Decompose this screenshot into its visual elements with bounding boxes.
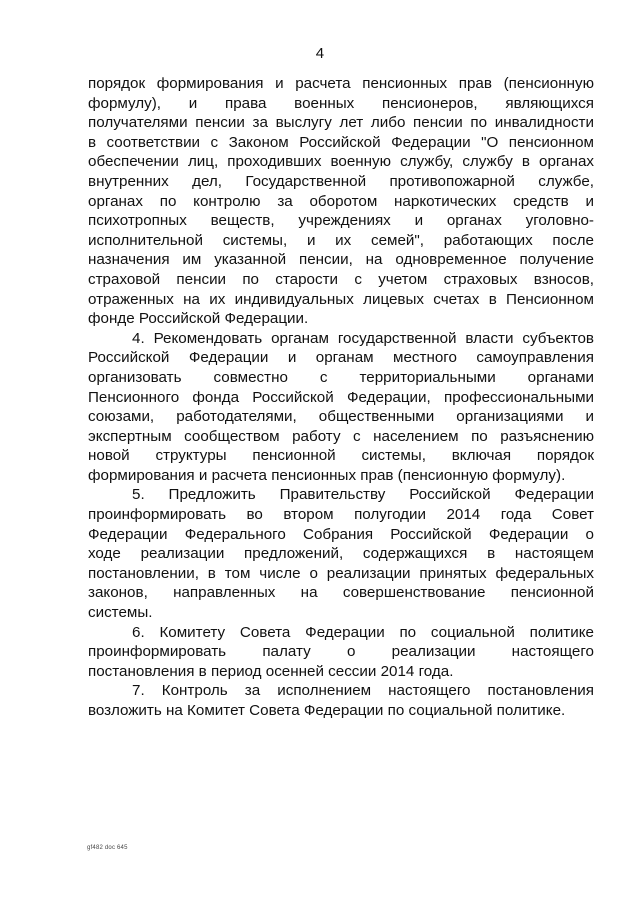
text-line: проинформировать палату о реализации настоящего — [88, 643, 594, 661]
text-line: назначения им указанной пенсии, на одновременное получение — [88, 251, 594, 269]
paragraph-3-continued — [88, 74, 594, 329]
paragraph-6 — [88, 623, 594, 682]
document-footer-code: gf482 doc 645 — [87, 845, 128, 851]
text-line: системы. — [88, 604, 153, 622]
text-line: фонде Российской Федерации. — [88, 310, 309, 328]
text-line: постановления в период осенней сессии 2014 года. — [88, 662, 454, 680]
text-line: экспертным сообществом работу с населением по разъяснению — [88, 427, 594, 445]
text-line: организовать совместно с территориальными органами — [88, 368, 594, 386]
text-line: формулу), и права военных пенсионеров, являющихся — [88, 94, 594, 112]
page-number: 4 — [315, 45, 325, 62]
text-line: психотропных веществ, учреждениях и органах уголовно- — [88, 212, 594, 230]
text-line: 6. Комитету Совета Федерации по социальной политике — [132, 623, 594, 641]
text-line: возложить на Комитет Совета Федерации по социальной политике. — [88, 702, 566, 719]
text-line: проинформировать во втором полугодии 2014 года Совет — [88, 506, 594, 524]
text-line: порядок формирования и расчета пенсионных прав (пенсионную — [88, 75, 594, 92]
text-line: отраженных на их индивидуальных лицевых счетах в Пенсионном — [88, 290, 594, 308]
text-line: в соответствии с Законом Российской Федерации "О пенсионном — [88, 133, 594, 151]
document-body — [88, 74, 594, 721]
text-line: обеспечении лиц, проходивших военную службу, службу в органах — [88, 153, 594, 171]
text-line: внутренних дел, Государственной противопожарной службе, — [88, 172, 594, 190]
text-line: 4. Рекомендовать органам государственной власти субъектов — [132, 329, 594, 347]
paragraph-5 — [88, 485, 594, 622]
text-line: ходе реализации предложений, содержащихся в настоящем — [88, 545, 594, 563]
text-line: 7. Контроль за исполнением настоящего постановления — [132, 682, 594, 700]
text-line: 5. Предложить Правительству Российской Федерации — [132, 486, 594, 504]
text-line: законов, направленных на совершенствование пенсионной — [88, 584, 594, 602]
paragraph-4 — [88, 329, 594, 486]
text-line: получателями пенсии за выслугу лет либо пенсии по инвалидности — [88, 114, 594, 132]
text-line: Федерации Федерального Собрания Российской Федерации о — [88, 525, 594, 543]
text-line: постановлении, в том числе о реализации принятых федеральных — [88, 564, 594, 582]
text-line: исполнительной системы, и их семей", работающих после — [88, 231, 594, 249]
text-line: Российской Федерации и органам местного самоуправления — [88, 349, 594, 367]
text-line: страховой пенсии по старости с учетом страховых взносов, — [88, 270, 594, 288]
text-line: органах по контролю за оборотом наркотических средств и — [88, 192, 594, 210]
text-line: союзами, работодателями, общественными организациями и — [88, 408, 594, 426]
text-line: новой структуры пенсионной системы, включая порядок — [88, 447, 594, 465]
text-line: формирования и расчета пенсионных прав (пенсионную формулу). — [88, 466, 566, 484]
text-line: Пенсионного фонда Российской Федерации, профессиональными — [88, 388, 594, 406]
paragraph-7 — [88, 681, 594, 720]
